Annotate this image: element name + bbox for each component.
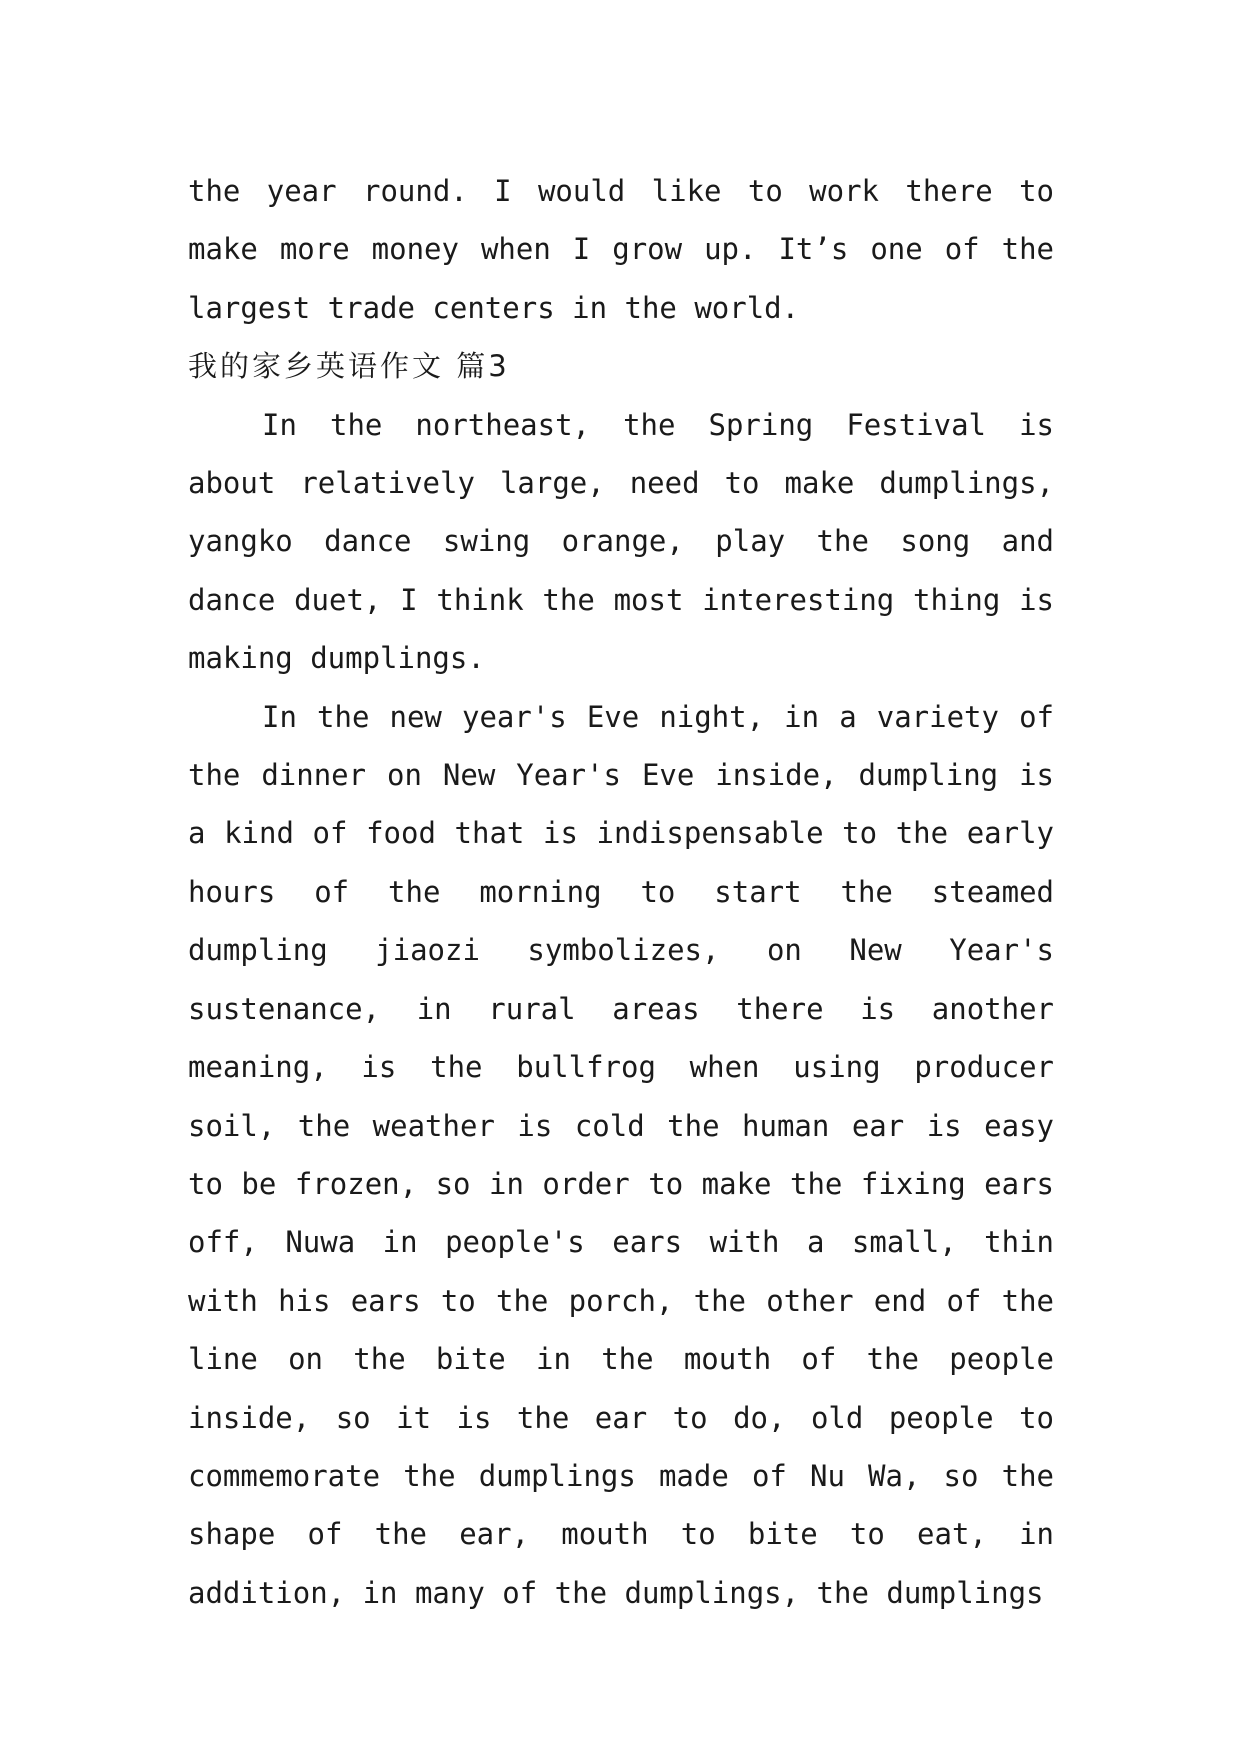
paragraph-spring-festival: In the northeast, the Spring Festival is about relatively large, need to make dumplings, yangko dance swing orange, play the song and dance duet, I think the most interesting thing is making dumplings. bbox=[188, 407, 1054, 676]
section-heading: 我的家乡英语作文 篇3 bbox=[188, 349, 510, 384]
paragraph-new-years-eve: In the new year's Eve night, in a variety of the dinner on New Year's Eve inside, dumpling is a kind of food that is indispensable to the early hours of the morning to start the steamed dumpling jiaozi symbolizes, on New Year's sustenance, in rural areas there is another meaning, is the bullfrog when using producer soil, the weather is cold the human ear is easy to be frozen, so in order to make the fixing ears off, Nuwa in people's ears with a small, thin with his ears to the porch, the other end of the line on the bite in the mouth of the people inside, so it is the ear to do, old people to commemorate the dumplings made of Nu Wa, so the shape of the ear, mouth to bite to eat, in addition, in many of the dumplings, the dumplings bbox=[188, 699, 1054, 1610]
paragraph-continued: the year round. I would like to work there to make more money when I grow up. It’s one of the largest trade centers in the world. bbox=[188, 174, 1054, 325]
document-body bbox=[188, 162, 1054, 1622]
